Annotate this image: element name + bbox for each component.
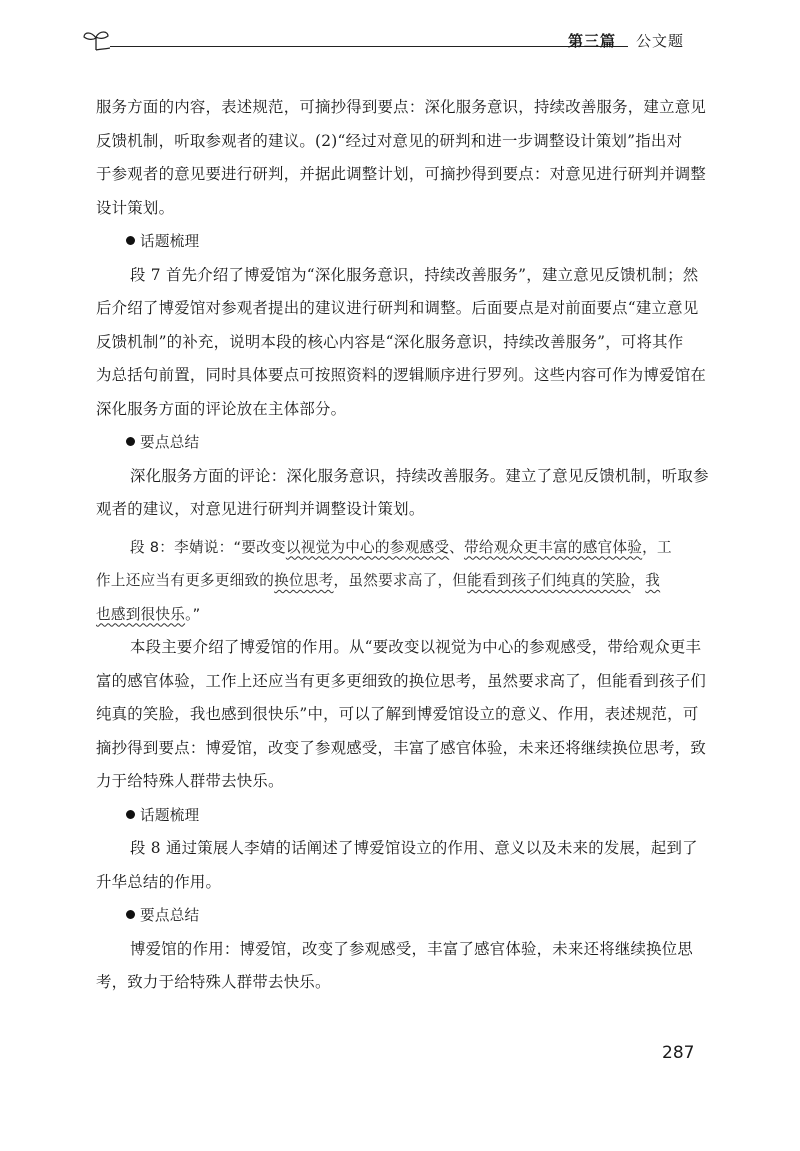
text-line: 深化服务方面的评论放在主体部分。: [96, 399, 347, 418]
text-line: 也感到很快乐。”: [96, 605, 201, 623]
bullet-dot-icon: [126, 810, 135, 819]
paragraph-topic-8: [96, 832, 696, 899]
text-line: 设计策划。: [96, 198, 175, 217]
section-subtitle: 公文题: [636, 32, 685, 50]
text-line: 后介绍了博爱馆对参观者提出的建议进行研判和调整。后面要点是对前面要点“建立意见: [96, 299, 699, 317]
underlined-phrase: 以视觉为中心的参观感受: [285, 538, 450, 556]
text-line: 观者的建议，对意见进行研判并调整设计策划。: [96, 500, 425, 518]
header-rule: [110, 46, 628, 47]
text-line: 反馈机制”的补充，说明本段的核心内容是“深化服务意识，持续改善服务”，可将其作: [96, 332, 684, 351]
text-line: 于参观者的意见要进行研判，并据此调整计划，可摘抄得到要点：对意见进行研判并调整: [96, 165, 706, 183]
bullet-heading: 要点总结: [96, 426, 696, 460]
underlined-phrase: 也感到很快乐: [96, 605, 186, 623]
text-line: 深化服务方面的评论：深化服务意识，持续改善服务。建立了意见反馈机制，听取参: [130, 466, 709, 485]
text-line: 服务方面的内容，表述规范，可摘抄得到要点：深化服务意识，持续改善服务，建立意见: [96, 98, 706, 116]
paragraph-topic-7: [96, 259, 706, 427]
text-line: 博爱馆的作用：博爱馆，改变了参观感受，丰富了感官体验，未来还将继续换位思: [130, 939, 694, 958]
paragraph-continuation: [96, 91, 706, 225]
paragraph-summary-8: [96, 933, 696, 1000]
page-number: 287: [662, 1043, 695, 1063]
underlined-phrase: 能看到孩子们纯真的笑脸: [467, 572, 631, 589]
text-line: 本段主要介绍了博爱馆的作用。从“要改变以视觉为中心的参观感受，带给观众更丰: [130, 638, 702, 656]
bullet-heading: 要点总结: [96, 899, 696, 933]
text-line: 反馈机制，听取参观者的建议。(2)“经过对意见的研判和进一步调整设计策划”指出对: [96, 131, 683, 150]
quoted-material-8: [96, 531, 696, 632]
text-line: 考，致力于给特殊人群带去快乐。: [96, 973, 331, 991]
underlined-phrase: 带给观众更丰富的感官体验: [464, 538, 643, 556]
text-line: 为总括句前置，同时具体要点可按照资料的逻辑顺序进行罗列。这些内容可作为博爱馆在: [96, 366, 706, 384]
text-line: 段 8：李婧说：“要改变以视觉为中心的参观感受、带给观众更丰富的感官体验，工: [130, 538, 672, 556]
text-line: 纯真的笑脸，我也感到很快乐”中，可以了解到博爱馆设立的意义、作用，表述规范，可: [96, 705, 699, 723]
text-line: 段 7 首先介绍了博爱馆为“深化服务意识，持续改善服务”，建立意见反馈机制；然: [130, 265, 699, 284]
underlined-phrase: 换位思考: [274, 572, 334, 589]
underlined-phrase: 我: [645, 572, 661, 589]
section-title: 第三篇: [568, 32, 617, 50]
bullet-dot-icon: [126, 910, 135, 919]
text-line: 富的感官体验，工作上还应当有更多更细致的换位思考，虽然要求高了，但能看到孩子们: [96, 671, 706, 690]
text-line: 力于给特殊人群带去快乐。: [96, 772, 284, 790]
paragraph-analysis-8: [96, 631, 706, 799]
sprout-icon: [82, 28, 110, 52]
text-line: 升华总结的作用。: [96, 872, 222, 891]
bullet-heading: 话题梳理: [96, 799, 696, 833]
text-line: 作上还应当有更多更细致的换位思考，虽然要求高了，但能看到孩子们纯真的笑脸，我: [96, 572, 661, 589]
bullet-dot-icon: [126, 437, 135, 446]
text-line: 段 8 通过策展人李婧的话阐述了博爱馆设立的作用、意义以及未来的发展，起到了: [130, 839, 698, 857]
paragraph-summary-7: [96, 460, 709, 527]
page-header: [82, 26, 702, 56]
bullet-dot-icon: [126, 236, 135, 245]
page-body: [96, 91, 709, 1000]
bullet-heading: 话题梳理: [96, 225, 696, 259]
text-line: 摘抄得到要点：博爱馆，改变了参观感受，丰富了感官体验，未来还将继续换位思考，致: [96, 738, 706, 757]
